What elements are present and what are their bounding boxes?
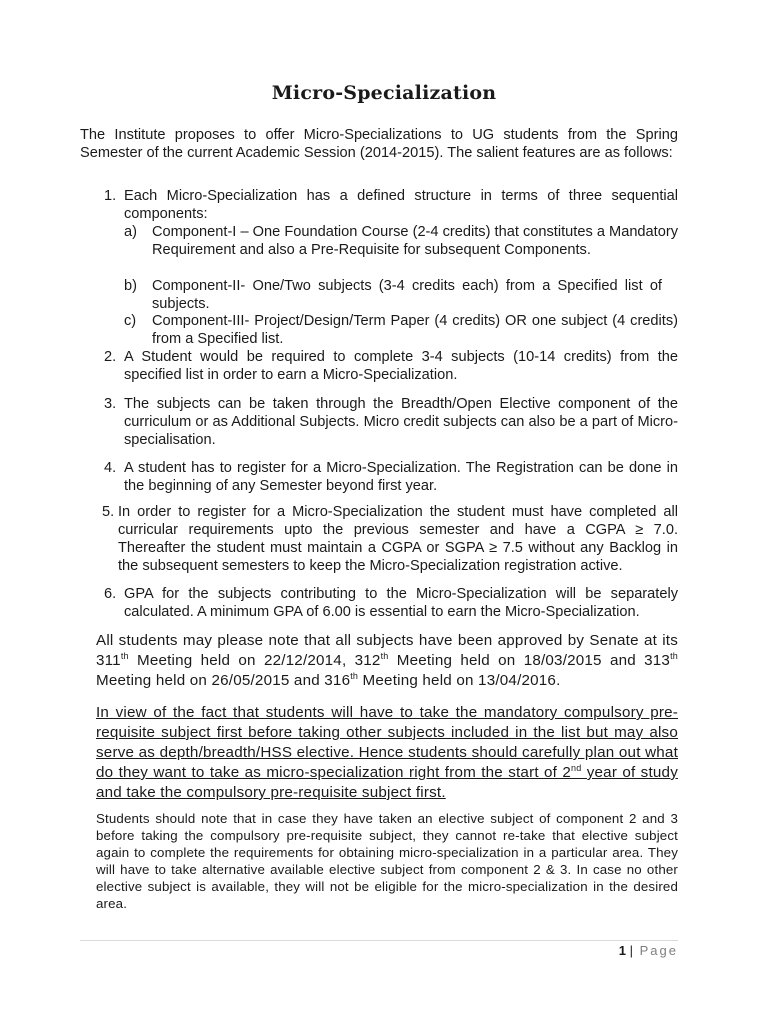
page-number: 1 (618, 943, 626, 958)
list-number: 1. (104, 188, 117, 204)
list-item-text: GPA for the subjects contributing to the Micro-Specialization will be separately calculated. A minimum GPA of 6.00 is essential to earn the Micro-Specialization. (124, 586, 678, 620)
list-item-text: The subjects can be taken through the Breadth/Open Elective component of the curriculum or as Additional Subjects. Micro credit subjects can also be a part of Micro-specialisation. (124, 396, 678, 448)
list-item-text: In order to register for a Micro-Specialization the student must have completed all curricular requirements upto the previous semester and have a CGPA ≥ 7.0. Thereafter the student must maintain a CGPA or SGPA ≥ 7.5 without any Backlog in the subsequent semesters to keep the Micro-Specialization registration active. (118, 504, 678, 574)
list-item-4 (104, 459, 678, 495)
important-note: In view of the fact that students will have to take the mandatory compulsory pre-requisite subject first before taking other subjects included in the list but may also serve as depth/breadth/HSS elective. Hence students should carefully plan out what do they want to take as micro-specialization right from the start of 2nd year of study and take the compulsory pre-requisite subject first. (96, 704, 678, 801)
list-item-3 (104, 395, 678, 449)
sub-item-text: Component-I – One Foundation Course (2-4 credits) that constitutes a Mandatory Requirement and also a Pre-Requisite for subsequent Components. (152, 224, 678, 258)
page-title: Micro-Specialization (271, 82, 497, 104)
list-item-text: Each Micro-Specialization has a defined structure in terms of three sequential components: (124, 188, 678, 222)
list-item-2 (104, 348, 678, 384)
footer-separator: | (629, 943, 633, 958)
list-item-6 (104, 585, 678, 621)
list-number: 6. (104, 586, 117, 602)
sub-item-a (124, 223, 678, 259)
list-number: 3. (104, 396, 117, 412)
list-number: 5. (102, 504, 115, 520)
intro-paragraph: The Institute proposes to offer Micro-Specializations to UG students from the Spring Semester of the current Academic Session (2014-2015). The salient features are as follows: (80, 127, 678, 161)
list-number: 2. (104, 349, 117, 365)
list-number: 4. (104, 460, 117, 476)
list-item-text: A student has to register for a Micro-Specialization. The Registration can be done in the beginning of any Semester beyond first year. (124, 460, 678, 494)
footer-divider (80, 940, 678, 941)
sub-item-label: a) (124, 224, 137, 240)
list-item-text: A Student would be required to complete 3-4 subjects (10-14 credits) from the specified list in order to earn a Micro-Specialization. (124, 349, 678, 383)
sub-item-text: Component-III- Project/Design/Term Paper (4 credits) OR one subject (4 credits) from a Specified list. (152, 313, 678, 347)
closing-paragraph: Students should note that in case they have taken an elective subject of component 2 and 3 before taking the compulsory pre-requisite subject, they cannot re-take that elective subject again to complete the requirements for obtaining micro-specialization in a particular area. They will have to take alternative available elective subject from component 2 & 3. In case no other elective subject is available, they will not be eligible for the micro-specialization in the desired area. (96, 811, 678, 911)
page-footer (560, 943, 678, 958)
list-item-1 (104, 187, 678, 223)
sub-item-text: Component-II- One/Two subjects (3-4 credits each) from a Specified list of subjects. (152, 278, 662, 312)
senate-approval-note: All students may please note that all subjects have been approved by Senate at its 311th Meeting held on 22/12/2014, 312th Meeting held on 18/03/2015 and 313th Meeting held on 26/05/2015 and 316th Meeting held on 13/04/2016. (96, 632, 678, 689)
list-item-5 (102, 503, 678, 575)
sub-item-label: c) (124, 313, 137, 329)
sub-item-label: b) (124, 278, 137, 294)
sub-item-b (124, 277, 662, 313)
page-label: Page (639, 943, 678, 958)
sub-item-c (124, 312, 678, 348)
